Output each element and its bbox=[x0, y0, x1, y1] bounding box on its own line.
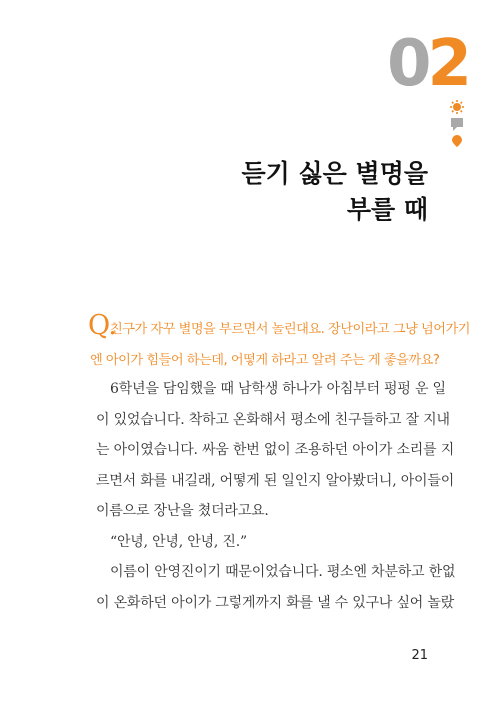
body-line: 이 있었습니다. 착하고 온화해서 평소에 친구들하고 잘 지내 bbox=[96, 411, 450, 428]
body-line: “안녕, 안녕, 안녕, 진.” bbox=[110, 533, 247, 550]
body-line: 르면서 화를 내길래, 어떻게 된 일인지 알아봤더니, 아이들이 bbox=[96, 472, 455, 489]
body-line: 이 온화하던 아이가 그렇게까지 화를 낼 수 있구나 싶어 놀랐 bbox=[96, 594, 455, 611]
title-line-1: 듣기 싫은 별명을 bbox=[241, 159, 428, 188]
sun-icon bbox=[450, 100, 464, 114]
title-line-2: 부를 때 bbox=[346, 195, 428, 224]
chapter-title bbox=[242, 156, 428, 228]
speech-bubble-icon bbox=[451, 118, 463, 131]
page-number: 21 bbox=[411, 648, 428, 663]
question-line-1: 친구가 자꾸 별명을 부르면서 놀린대요. 장난이라고 그냥 넘어가기 bbox=[110, 322, 470, 337]
question-line-2: 엔 아이가 힘들어 하는데, 어떻게 하라고 알려 주는 게 좋을까요? bbox=[90, 353, 440, 368]
body-line: 6학년을 담임했을 때 남학생 하나가 아침부터 펑펑 운 일 bbox=[110, 381, 446, 397]
body-line: 이름으로 장난을 쳤더라고요. bbox=[96, 503, 269, 519]
chapter-number-two: 2 bbox=[427, 27, 468, 101]
question-block bbox=[88, 310, 470, 376]
chapter-icons bbox=[448, 100, 466, 151]
question-mark: Q. bbox=[88, 310, 117, 341]
body-line: 는 아이였습니다. 싸움 한번 없이 조용하던 아이가 소리를 지 bbox=[96, 442, 455, 458]
body-line: 이름이 안영진이기 때문이었습니다. 평소엔 차분하고 한없 bbox=[110, 564, 456, 580]
drop-icon bbox=[451, 135, 463, 147]
chapter-number bbox=[386, 27, 468, 101]
body-text bbox=[96, 374, 456, 618]
chapter-number-zero: 0 bbox=[386, 27, 428, 101]
